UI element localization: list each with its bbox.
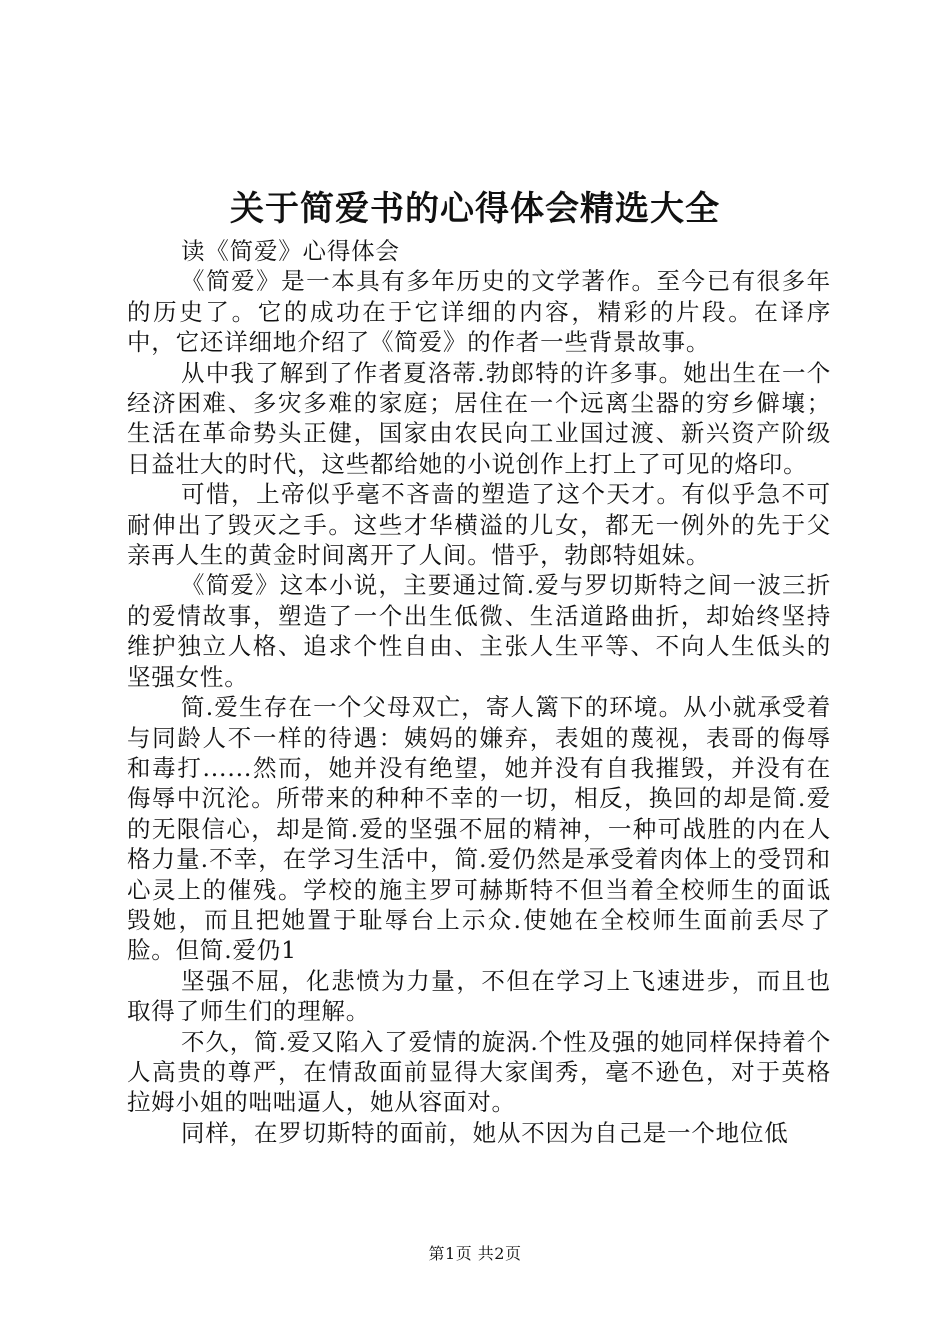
- paragraph: 可惜，上帝似乎毫不吝啬的塑造了这个天才。有似乎急不可耐伸出了毁灭之手。这些才华横溢的儿女，都无一例外的先于父亲再人生的黄金时间离开了人间。惜乎，勃郎特姐妹。: [127, 480, 831, 570]
- paragraph: 不久，简.爱又陷入了爱情的旋涡.个性及强的她同样保持着个人高贵的尊严，在情敌面前显得大家闺秀，毫不逊色，对于英格拉姆小姐的咄咄逼人，她从容面对。: [127, 1027, 831, 1117]
- paragraph: 坚强不屈，化悲愤为力量，不但在学习上飞速进步，而且也取得了师生们的理解。: [127, 966, 831, 1026]
- paragraph: 简.爱生存在一个父母双亡，寄人篱下的环境。从小就承受着与同龄人不一样的待遇：姨妈的嫌弃，表姐的蔑视，表哥的侮辱和毒打......然而，她并没有绝望，她并没有自我摧毁，并没有在侮辱中沉沦。所带来的种种不幸的一切，相反，换回的却是简.爱的无限信心，却是简.爱的坚强不屈的精神，一种可战胜的内在人格力量.不幸，在学习生活中，简.爱仍然是承受着肉体上的受罚和心灵上的催残。学校的施主罗可赫斯特不但当着全校师生的面诋毁她，而且把她置于耻辱台上示众.使她在全校师生面前丢尽了脸。但简.爱仍1: [127, 693, 831, 965]
- document-title: 关于简爱书的心得体会精选大全: [230, 189, 720, 229]
- paragraph: 《简爱》这本小说，主要通过简.爱与罗切斯特之间一波三折的爱情故事，塑造了一个出生低微、生活道路曲折，却始终坚持维护独立人格、追求个性自由、主张人生平等、不向人生低头的坚强女性。: [127, 571, 831, 691]
- paragraph: 《简爱》是一本具有多年历史的文学著作。至今已有很多年的历史了。它的成功在于它详细的内容，精彩的片段。在译序中，它还详细地介绍了《简爱》的作者一些背景故事。: [127, 267, 831, 357]
- page-number-footer: 第1页 共2页: [428, 1244, 522, 1263]
- paragraph: 读《简爱》心得体会: [181, 237, 400, 265]
- paragraph: 从中我了解到了作者夏洛蒂.勃郎特的许多事。她出生在一个经济困难、多灾多难的家庭；居住在一个远离尘器的穷乡僻壤；生活在革命势头正健，国家由农民向工业国过渡、新兴资产阶级日益壮大的时代，这些都给她的小说创作上打上了可见的烙印。: [127, 358, 831, 478]
- paragraph: 同样，在罗切斯特的面前，她从不因为自己是一个地位低: [181, 1118, 789, 1147]
- document-body: [127, 236, 831, 1148]
